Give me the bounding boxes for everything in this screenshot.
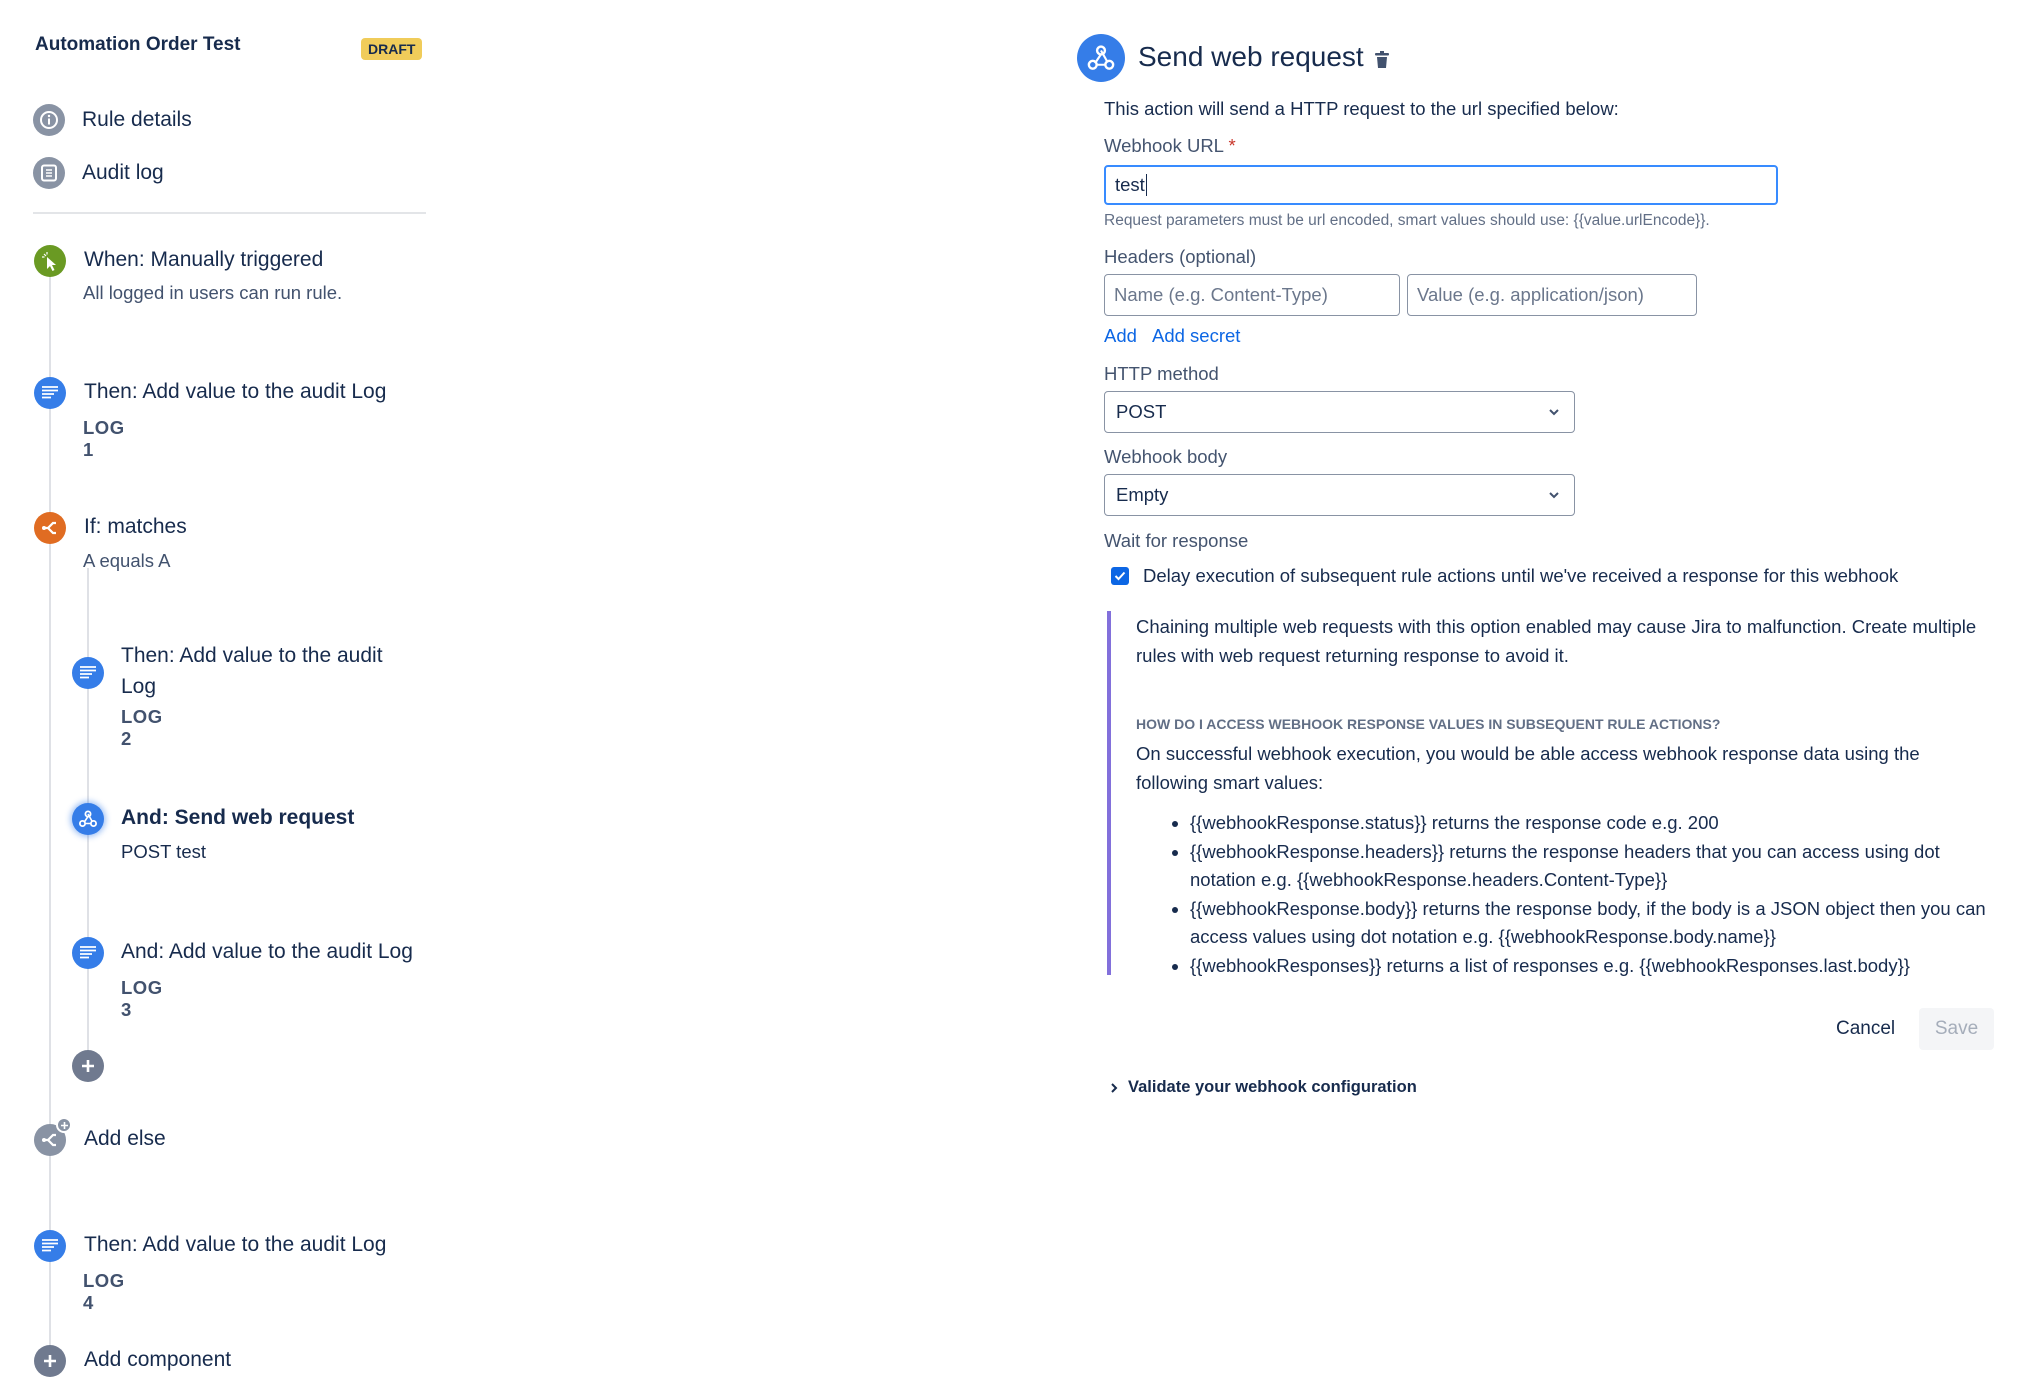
validate-label: Validate your webhook configuration xyxy=(1128,1078,1417,1096)
log-value: LOG 2 xyxy=(121,706,163,749)
log-icon xyxy=(72,937,104,969)
selected-value: Empty xyxy=(1116,484,1169,505)
step-title: Then: Add value to the audit Log xyxy=(121,644,383,698)
divider xyxy=(33,212,426,214)
step-desc: POST test xyxy=(121,841,206,862)
webhook-info-panel xyxy=(1107,611,1987,975)
intro-text: This action will send a HTTP request to the url specified below: xyxy=(1104,98,1619,119)
list-item: • {{webhookResponse.body}} returns the response body, if the body is a JSON object then you can access values using dot notation e.g. {{webhookResponse.body.name}} xyxy=(1190,895,1987,952)
header-value-input[interactable] xyxy=(1407,274,1697,316)
validate-webhook-toggle[interactable] xyxy=(1110,1078,1417,1097)
http-method-select[interactable] xyxy=(1104,391,1575,433)
cancel-button[interactable]: Cancel xyxy=(1836,1018,1896,1039)
nav-label: Rule details xyxy=(82,108,192,131)
rule-name: Automation Order Test xyxy=(35,34,241,55)
text-cursor xyxy=(1146,174,1148,196)
method-label: HTTP method xyxy=(1104,363,1219,384)
list-icon xyxy=(33,157,65,189)
list-item: • {{webhookResponses}} returns a list of responses e.g. {{webhookResponses.last.body}} xyxy=(1190,952,1987,981)
nav-audit-log[interactable] xyxy=(33,157,164,189)
panel-title: Send web request xyxy=(1138,41,1364,72)
cursor-click-icon xyxy=(34,245,66,277)
chevron-right-icon xyxy=(1110,1082,1118,1094)
webhook-icon xyxy=(72,803,104,835)
body-label: Webhook body xyxy=(1104,446,1228,467)
checkbox-label: Delay execution of subsequent rule actions until we've received a response for this webhook xyxy=(1143,565,1899,586)
header-name-input[interactable] xyxy=(1104,274,1400,316)
step-title: Then: Add value to the audit Log xyxy=(84,1233,387,1256)
step-title: If: matches xyxy=(84,515,187,538)
log-icon xyxy=(34,377,66,409)
step-desc: A equals A xyxy=(83,550,171,571)
list-item: • {{webhookResponse.headers}} returns the response headers that you can access using dot notation e.g. {{webhookResponse.headers.Content-Type}} xyxy=(1190,838,1987,895)
plus-icon xyxy=(56,1117,72,1133)
placeholder: Name (e.g. Content-Type) xyxy=(1114,284,1328,305)
checkbox-checked-icon xyxy=(1111,567,1129,585)
headers-label: Headers (optional) xyxy=(1104,246,1257,267)
step-title: When: Manually triggered xyxy=(84,248,324,271)
log-icon xyxy=(34,1230,66,1262)
add-header-link[interactable]: Add xyxy=(1104,325,1137,346)
step-title: Add component xyxy=(84,1348,232,1371)
wait-for-response-checkbox[interactable] xyxy=(1111,565,1898,587)
warning-text: Chaining multiple web requests with this option enabled may cause Jira to malfunction. Create multiple rules with web request returning response to avoid it. xyxy=(1136,616,1977,666)
step-title: And: Send web request xyxy=(121,806,355,829)
webhook-icon xyxy=(1077,34,1125,82)
placeholder: Value (e.g. application/json) xyxy=(1417,284,1644,305)
smart-values-list xyxy=(1190,809,1987,980)
add-secret-link[interactable]: Add secret xyxy=(1152,325,1241,346)
add-branch-component-button[interactable] xyxy=(72,1050,104,1082)
chevron-down-icon xyxy=(1548,491,1560,499)
plus-icon xyxy=(81,1059,95,1073)
step-title: Then: Add value to the audit Log xyxy=(84,380,387,403)
log-value: LOG 3 xyxy=(121,977,163,1020)
webhook-body-select[interactable] xyxy=(1104,474,1575,516)
selected-value: POST xyxy=(1116,401,1167,422)
nav-rule-details[interactable] xyxy=(33,104,192,136)
wait-label: Wait for response xyxy=(1104,530,1249,551)
timeline-line xyxy=(49,275,51,1360)
webhook-url-input[interactable] xyxy=(1104,165,1778,205)
log-value: LOG 4 xyxy=(83,1270,125,1313)
plus-icon xyxy=(34,1345,66,1377)
step-desc: All logged in users can run rule. xyxy=(83,282,343,303)
step-title: Add else xyxy=(84,1127,166,1150)
step-title: And: Add value to the audit Log xyxy=(121,940,413,963)
list-item: • {{webhookResponse.status}} returns the response code e.g. 200 xyxy=(1190,809,1987,838)
info-intro: On successful webhook execution, you would be able access webhook response data using the following smart values: xyxy=(1136,743,1920,793)
trash-icon[interactable] xyxy=(1374,51,1390,74)
info-icon xyxy=(33,104,65,136)
chevron-down-icon xyxy=(1548,408,1560,416)
save-button[interactable]: Save xyxy=(1919,1008,1994,1050)
url-value: test xyxy=(1115,174,1145,195)
required-mark: * xyxy=(1228,135,1236,156)
url-label-text: Webhook URL xyxy=(1104,135,1224,156)
status-badge: DRAFT xyxy=(361,38,422,60)
branch-icon xyxy=(34,512,66,544)
url-label xyxy=(1104,135,1236,157)
info-heading: HOW DO I ACCESS WEBHOOK RESPONSE VALUES IN SUBSEQUENT RULE ACTIONS? xyxy=(1136,716,1721,732)
log-icon xyxy=(72,657,104,689)
log-value: LOG 1 xyxy=(83,417,125,460)
url-help-text: Request parameters must be url encoded, smart values should use: {{value.urlEncode}}. xyxy=(1104,212,1710,229)
nav-label: Audit log xyxy=(82,161,164,184)
